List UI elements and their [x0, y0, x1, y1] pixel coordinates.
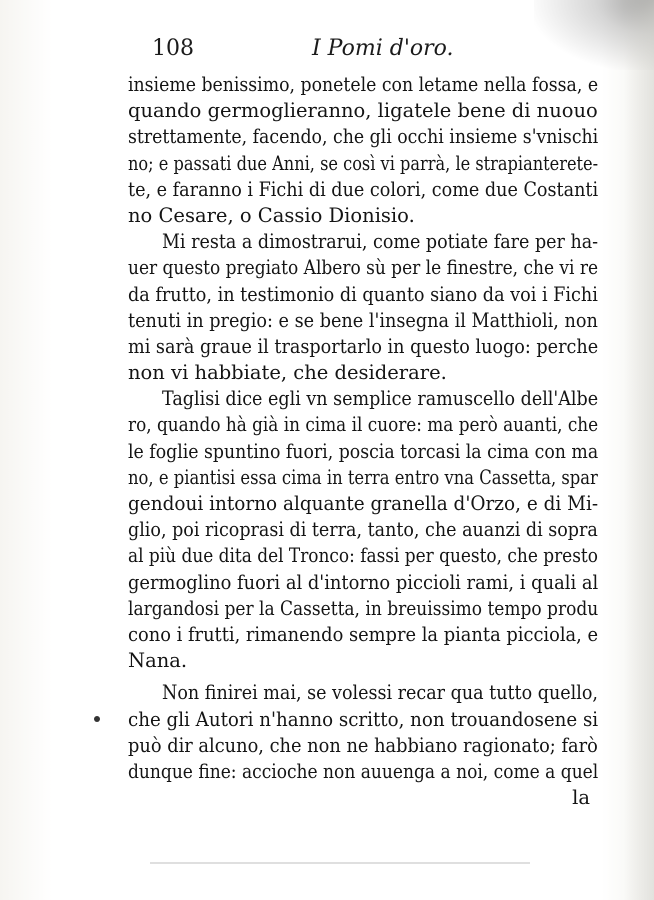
text-line: no; e passati due Anni, se così vi parrà, le strapianterete-	[128, 151, 598, 175]
catchword: la	[572, 786, 590, 810]
body-text	[128, 72, 598, 811]
text-line: strettamente, facendo, che gli occhi insieme s'vnischi	[128, 125, 598, 149]
text-line: te, e faranno i Fichi di due colori, come due Costanti	[128, 177, 598, 201]
text-line: da frutto, in testimonio di quanto siano da voi i Fichi	[128, 282, 598, 306]
text-line: non vi habbiate, che desiderare.	[128, 361, 447, 385]
text-line: Mi resta a dimostrarui, come potiate fare per ha-	[162, 230, 598, 254]
text-line: germoglino fuori al d'intorno piccioli rami, i quali al	[128, 570, 598, 594]
text-line: no, e piantisi essa cima in terra entro vna Cassetta, spar	[128, 465, 598, 489]
text-line: ro, quando hà già in cima il cuore: ma però auanti, che	[128, 413, 598, 437]
text-line: che gli Autori n'hanno scritto, non trouandosene si	[128, 707, 598, 731]
text-line: tenuti in pregio: e se bene l'insegna il Matthioli, non	[128, 308, 598, 332]
text-line: mi sarà graue il trasportarlo in questo luogo: perche	[128, 334, 598, 358]
text-line: no Cesare, o Cassio Dionisio.	[128, 203, 415, 227]
text-line: Non finirei mai, se volessi recar qua tutto quello,	[162, 681, 598, 705]
running-head	[152, 36, 452, 66]
text-line: dunque fine: accioche non auuenga a noi, come a quel	[128, 759, 598, 783]
text-line: Taglisi dice egli vn semplice ramuscello dell'Albe	[162, 387, 598, 411]
text-line: uer questo pregiato Albero sù per le finestre, che vi re	[128, 256, 598, 280]
text-line: insieme benissimo, ponetele con letame nella fossa, e	[128, 73, 598, 96]
text-line: glio, poi ricoprasi di terra, tanto, che auanzi di sopra	[128, 518, 598, 542]
text-line: può dir alcuno, che non ne habbiano ragionato; farò	[128, 733, 598, 757]
text-line: quando germoglieranno, ligatele bene di nuouo	[128, 99, 598, 123]
text-line: al più due dita del Tronco: fassi per questo, che presto	[128, 544, 598, 568]
text-line: le foglie spuntino fuori, poscia torcasi la cima con ma	[128, 439, 598, 463]
show-through-bleed	[150, 862, 530, 884]
text-line: gendoui intorno alquante granella d'Orzo, e di Mi-	[128, 492, 598, 515]
margin-ink-spot	[94, 716, 100, 722]
text-line: largandosi per la Cassetta, in breuissimo tempo produ	[128, 596, 598, 620]
text-line: Nana.	[128, 649, 188, 673]
page-edge-shadow	[624, 0, 654, 900]
page-number: 108	[152, 36, 194, 61]
running-title: I Pomi d'oro.	[312, 36, 454, 61]
text-line: cono i frutti, rimanendo sempre la pianta picciola, e	[128, 622, 598, 646]
